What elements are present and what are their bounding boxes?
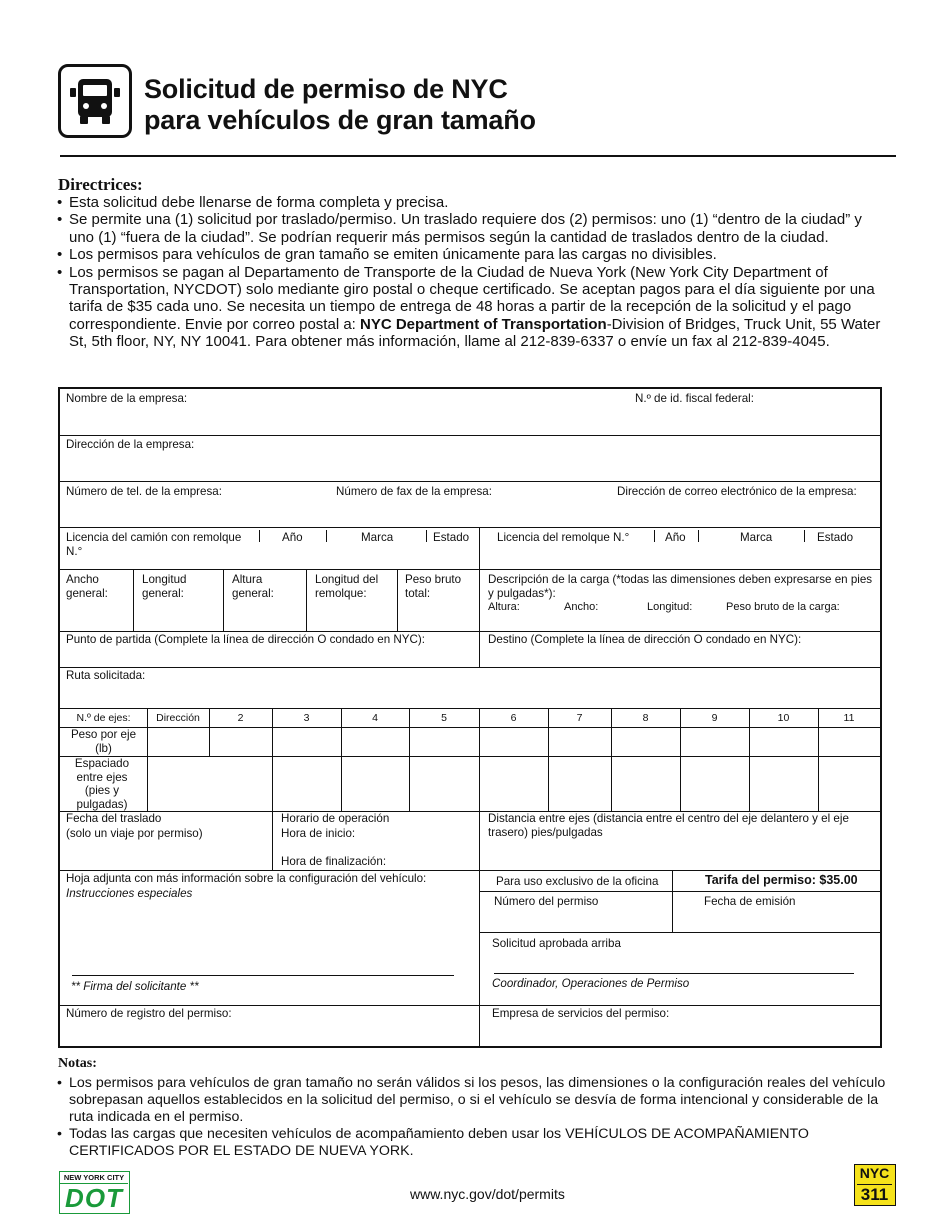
notes-heading: Notas: bbox=[58, 1056, 97, 1071]
field-separator bbox=[804, 530, 805, 542]
axle-spacing-label: Espaciado entre ejes (pies y pulgadas) bbox=[74, 757, 130, 811]
note-item: • Los permisos para vehículos de gran tamaño no serán válidos si los pesos, las dimensiones o la configuración reales del vehículo sobrepasan aquellos establecidos en la solicitud del permiso, o si el vehículo se desvía de forma intencional y considerable de la ruta indicada en el permiso. bbox=[57, 1075, 889, 1126]
axle-col-divider bbox=[272, 708, 273, 871]
attached-sheet-label: Hoja adjunta con más información sobre la configuración del vehículo: bbox=[66, 872, 427, 885]
axle-number: 11 bbox=[843, 712, 855, 724]
col-divider bbox=[479, 527, 480, 631]
directive-item: • Se permite una (1) solicitud por traslado/permiso. Un traslado requiere dos (2) permisos: uno (1) “dentro de la ciudad” y uno (1) “fuera de la ciudad”. Se podrían requerir más permisos según la cantidad de traslados dentro de la ciudad. bbox=[57, 211, 889, 246]
company-phone-label: Número de tel. de la empresa: bbox=[66, 485, 222, 498]
direction-header: Dirección bbox=[156, 712, 200, 724]
signature-label: ** Firma del solicitante ** bbox=[71, 980, 199, 993]
row-divider bbox=[60, 667, 880, 668]
nyc-dot-logo bbox=[59, 1171, 130, 1214]
load-length-label: Longitud: bbox=[647, 601, 693, 613]
axle-number: 10 bbox=[777, 712, 790, 724]
load-description-label: Descripción de la carga (*todas las dimensiones deben expresarse en pies y pulgadas*): bbox=[488, 573, 873, 600]
move-date-label: Fecha del traslado bbox=[66, 812, 162, 825]
field-separator bbox=[259, 530, 260, 542]
wheelbase-label: Distancia entre ejes (distancia entre el centro del eje delantero y el eje trasero) pies/pulgadas bbox=[488, 812, 849, 839]
origin-label: Punto de partida (Complete la línea de dirección O condado en NYC): bbox=[66, 633, 425, 646]
tax-id-label: N.º de id. fiscal federal: bbox=[635, 392, 754, 405]
row-divider bbox=[60, 481, 880, 482]
trailer-license-label: Licencia del remolque N.° bbox=[497, 531, 630, 544]
header-divider bbox=[60, 155, 896, 157]
special-instructions-label: Instrucciones especiales bbox=[66, 887, 193, 900]
service-company-label: Empresa de servicios del permiso: bbox=[492, 1007, 670, 1020]
axle-number: 5 bbox=[441, 712, 447, 724]
note-item: • Todas las cargas que necesiten vehículos de acompañamiento deben usar los VEHÍCULOS DE ACOMPAÑAMIENTO CERTIFICADOS POR EL ESTADO DE NUEVA YORK. bbox=[57, 1126, 889, 1160]
notes-list bbox=[57, 1075, 889, 1160]
signature-line bbox=[72, 975, 454, 976]
approved-label: Solicitud aprobada arriba bbox=[492, 937, 621, 950]
directive-item-payment bbox=[57, 264, 889, 351]
gross-weight-label: Peso bruto total: bbox=[405, 573, 462, 600]
col-divider bbox=[479, 708, 480, 1005]
field-separator bbox=[426, 530, 427, 542]
trailer-year-label: Año bbox=[665, 531, 686, 544]
office-col-divider bbox=[672, 870, 673, 932]
load-weight-label: Peso bruto de la carga: bbox=[726, 601, 840, 613]
truck-license-label: Licencia del camión con remolque N.° bbox=[66, 531, 242, 558]
axle-number: 8 bbox=[642, 712, 649, 724]
operating-hours-label: Horario de operación bbox=[281, 812, 390, 825]
issue-date-label: Fecha de emisión bbox=[704, 895, 796, 908]
logo-311-top: NYC bbox=[859, 1165, 890, 1181]
overall-width-label: Ancho general: bbox=[66, 573, 108, 600]
footer-url[interactable]: www.nyc.gov/dot/permits bbox=[410, 1186, 565, 1202]
title-line-1: Solicitud de permiso de NYC bbox=[144, 74, 508, 104]
row-divider bbox=[479, 891, 880, 892]
office-use-label: Para uso exclusivo de la oficina bbox=[496, 875, 659, 888]
axle-number: 7 bbox=[576, 712, 583, 724]
dot-logo-text: DOT bbox=[65, 1183, 123, 1213]
field-separator bbox=[326, 530, 327, 542]
overall-height-label: Altura general: bbox=[232, 573, 274, 600]
company-fax-label: Número de fax de la empresa: bbox=[336, 485, 492, 498]
row-divider bbox=[60, 631, 880, 632]
truck-make-label: Marca bbox=[361, 531, 394, 544]
load-width-label: Ancho: bbox=[564, 601, 599, 613]
row-divider bbox=[60, 756, 880, 757]
col-divider bbox=[479, 1005, 480, 1046]
trailer-length-label: Longitud del remolque: bbox=[315, 573, 379, 600]
col-divider bbox=[306, 569, 307, 631]
trailer-state-label: Estado bbox=[817, 531, 854, 544]
row-divider bbox=[60, 870, 880, 871]
col-divider bbox=[133, 569, 134, 631]
col-divider bbox=[223, 569, 224, 631]
row-divider bbox=[60, 727, 880, 728]
col-divider bbox=[397, 569, 398, 631]
company-email-label: Dirección de correo electrónico de la empresa: bbox=[617, 485, 857, 498]
axle-number: 4 bbox=[372, 712, 378, 724]
axle-number: 9 bbox=[711, 712, 718, 724]
axle-number: 2 bbox=[237, 712, 244, 724]
row-divider bbox=[60, 708, 880, 709]
route-label: Ruta solicitada: bbox=[66, 669, 146, 682]
trailer-make-label: Marca bbox=[740, 531, 773, 544]
end-time-label: Hora de finalización: bbox=[281, 855, 387, 868]
logo-311-bottom: 311 bbox=[860, 1185, 889, 1204]
move-date-note: (solo un viaje por permiso) bbox=[66, 827, 203, 840]
directive-item: • Los permisos para vehículos de gran tamaño se emiten únicamente para las cargas no divisibles. bbox=[57, 246, 889, 263]
payment-bold-address: NYC Department of Transportation bbox=[360, 315, 607, 333]
truck-state-label: Estado bbox=[433, 531, 470, 544]
coordinator-label: Coordinador, Operaciones de Permiso bbox=[492, 977, 690, 990]
nyc-311-logo bbox=[854, 1164, 896, 1206]
row-divider bbox=[60, 1005, 880, 1006]
axle-count-header: N.º de ejes: bbox=[76, 712, 131, 724]
overall-length-label: Longitud general: bbox=[142, 573, 187, 600]
axle-number: 3 bbox=[303, 712, 310, 724]
row-divider bbox=[60, 527, 880, 528]
coordinator-line bbox=[494, 973, 854, 974]
row-divider bbox=[479, 932, 880, 933]
permit-number-label: Número del permiso bbox=[494, 895, 599, 908]
load-height-label: Altura: bbox=[488, 601, 520, 613]
field-separator bbox=[698, 530, 699, 542]
page-title bbox=[144, 74, 536, 136]
start-time-label: Hora de inicio: bbox=[281, 827, 356, 840]
payment-text: Los permisos se pagan al Departamento de Transporte de la Ciudad de Nueva York (New York City Department of Transportation, NYCDOT) solo mediante giro postal o cheque certificado. Se aceptan pagos para el día siguiente por una tarifa de $35 cada uno. Se necesita un tiempo de entrega de 48 horas a partir de la recepción de la solicitud y el pago correspondiente. Envie por correo postal a: bbox=[69, 263, 875, 333]
truck-icon bbox=[58, 64, 132, 138]
col-divider bbox=[479, 631, 480, 667]
row-divider bbox=[60, 569, 880, 570]
weight-per-axle-label: Peso por eje (lb) bbox=[70, 728, 137, 755]
company-name-label: Nombre de la empresa: bbox=[66, 392, 188, 405]
permit-fee-label: Tarifa del permiso: $35.00 bbox=[705, 873, 858, 887]
registration-number-label: Número de registro del permiso: bbox=[66, 1007, 232, 1020]
truck-year-label: Año bbox=[282, 531, 303, 544]
axle-number: 6 bbox=[510, 712, 517, 724]
directive-item: • Esta solicitud debe llenarse de forma completa y precisa. bbox=[57, 194, 889, 211]
company-address-label: Dirección de la empresa: bbox=[66, 438, 195, 451]
row-divider bbox=[60, 435, 880, 436]
title-line-2: para vehículos de gran tamaño bbox=[144, 105, 536, 135]
payment-text-end: -Division of Bridges, Truck Unit, 55 Water St, 5th floor, NY, NY 10041. Para obtener más información, llame al 212-839-6337 o envíe un fax al 212-839-4045. bbox=[69, 315, 881, 351]
directives-heading: Directrices: bbox=[58, 175, 143, 194]
destination-label: Destino (Complete la línea de dirección O condado en NYC): bbox=[488, 633, 802, 646]
permit-form bbox=[58, 387, 882, 1048]
directives-list bbox=[57, 194, 889, 351]
field-separator bbox=[654, 530, 655, 542]
dot-logo-caption: NEW YORK CITY bbox=[60, 1172, 128, 1184]
